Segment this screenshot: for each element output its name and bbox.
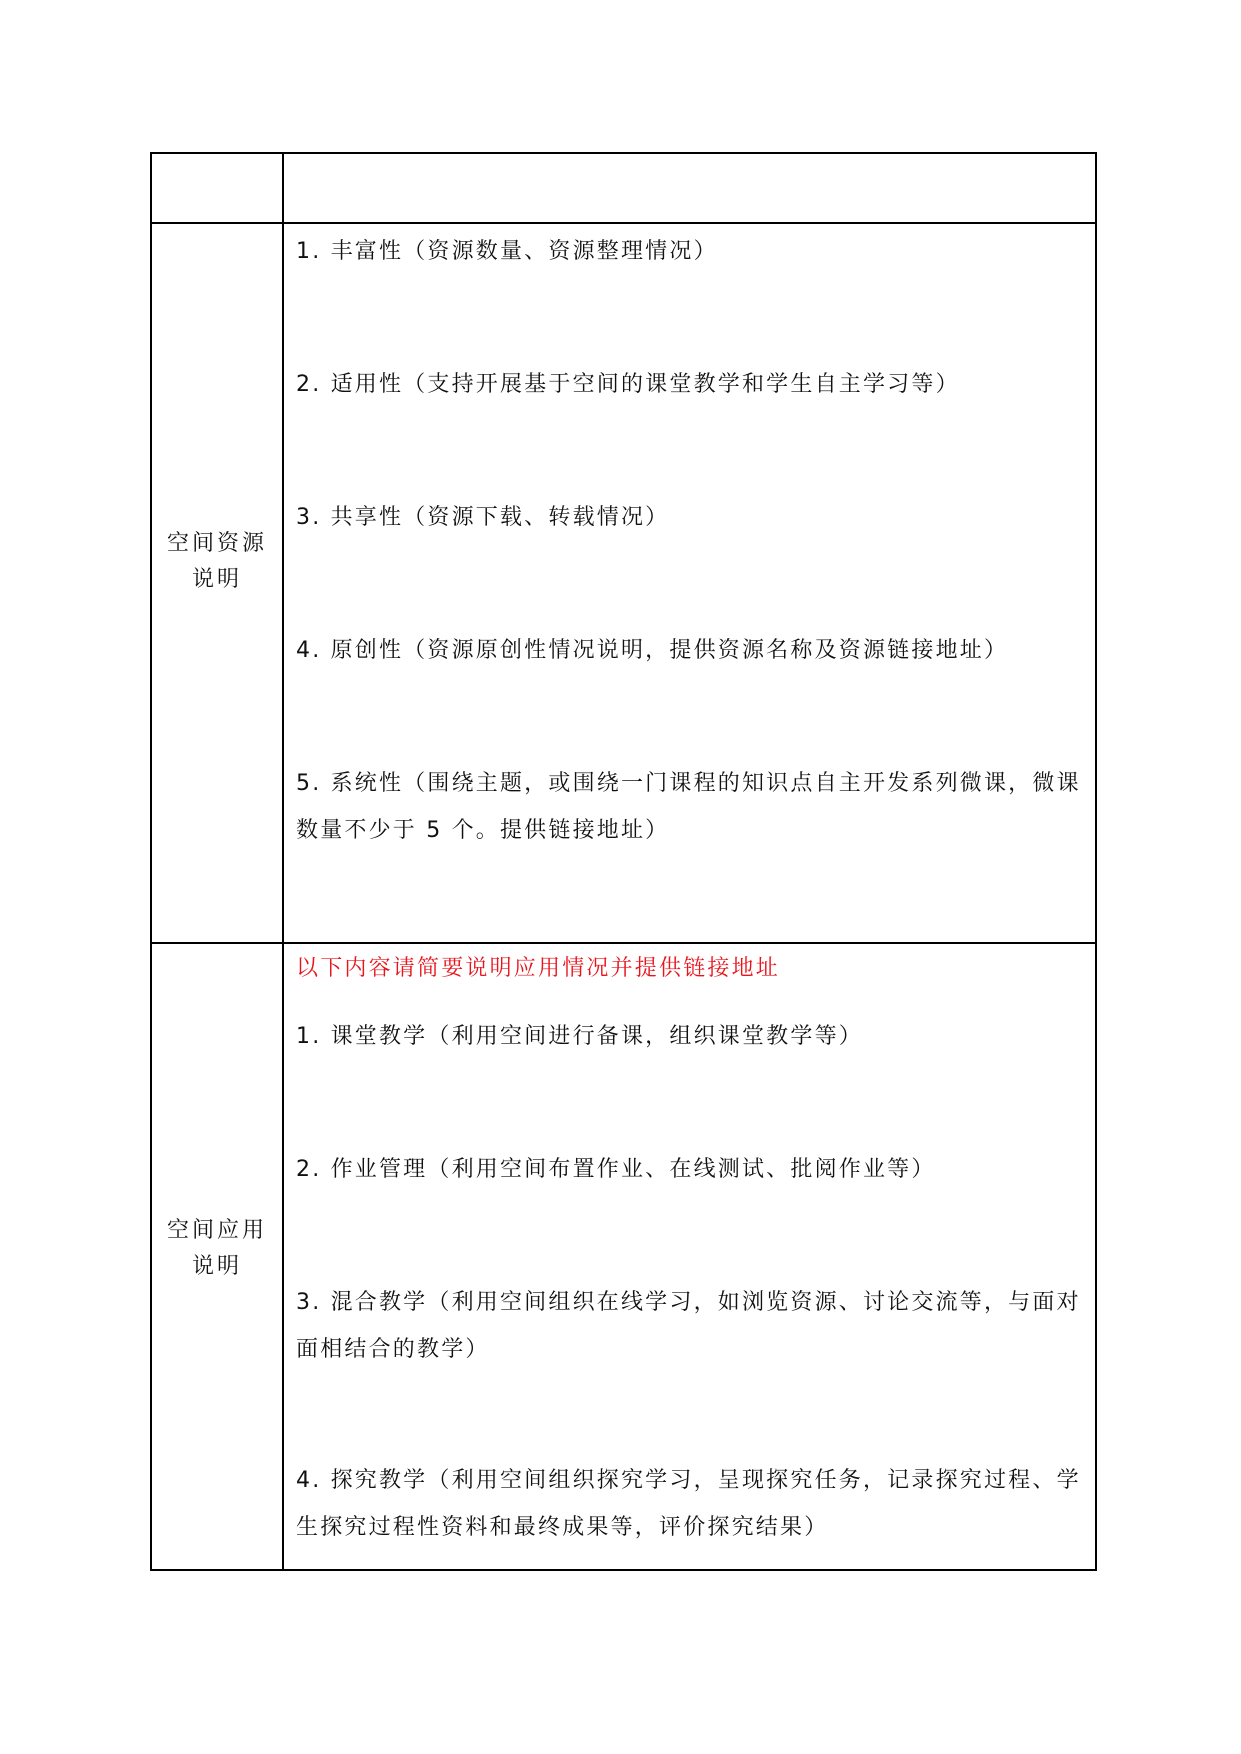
application-note: 以下内容请简要说明应用情况并提供链接地址 (296, 956, 781, 981)
column-divider (282, 154, 284, 1569)
form-table (150, 152, 1097, 1571)
row-divider (152, 942, 1095, 944)
application-item-blended: 3. 混合教学（利用空间组织在线学习，如浏览资源、讨论交流等，与面对面相结合的教学） (296, 1290, 1081, 1362)
resource-label-line1: 空间资源 (166, 531, 267, 556)
header-label-cell (152, 154, 282, 222)
header-content-cell (283, 154, 1097, 222)
application-label-line2: 说明 (191, 1254, 242, 1279)
resource-item-richness: 1. 丰富性（资源数量、资源整理情况） (296, 239, 718, 264)
resource-item-originality: 4. 原创性（资源原创性情况说明，提供资源名称及资源链接地址） (296, 638, 1009, 663)
application-item-classroom: 1. 课堂教学（利用空间进行备课，组织课堂教学等） (296, 1024, 863, 1049)
application-item-inquiry: 4. 探究教学（利用空间组织探究学习，呈现探究任务，记录探究过程、学生探究过程性资料和最终成果等，评价探究结果） (296, 1468, 1081, 1540)
resource-item-applicability: 2. 适用性（支持开展基于空间的课堂教学和学生自主学习等） (296, 372, 960, 397)
resource-section-label (152, 526, 282, 598)
resource-item-sharing: 3. 共享性（资源下载、转载情况） (296, 505, 670, 530)
application-item-homework: 2. 作业管理（利用空间布置作业、在线测试、批阅作业等） (296, 1157, 936, 1182)
resource-label-line2: 说明 (191, 567, 242, 592)
row-divider (152, 222, 1095, 224)
application-label-line1: 空间应用 (166, 1218, 267, 1243)
resource-item-systematic: 5. 系统性（围绕主题，或围绕一门课程的知识点自主开发系列微课，微课数量不少于 5 个。提供链接地址） (296, 771, 1081, 843)
application-section-label (152, 1213, 282, 1285)
